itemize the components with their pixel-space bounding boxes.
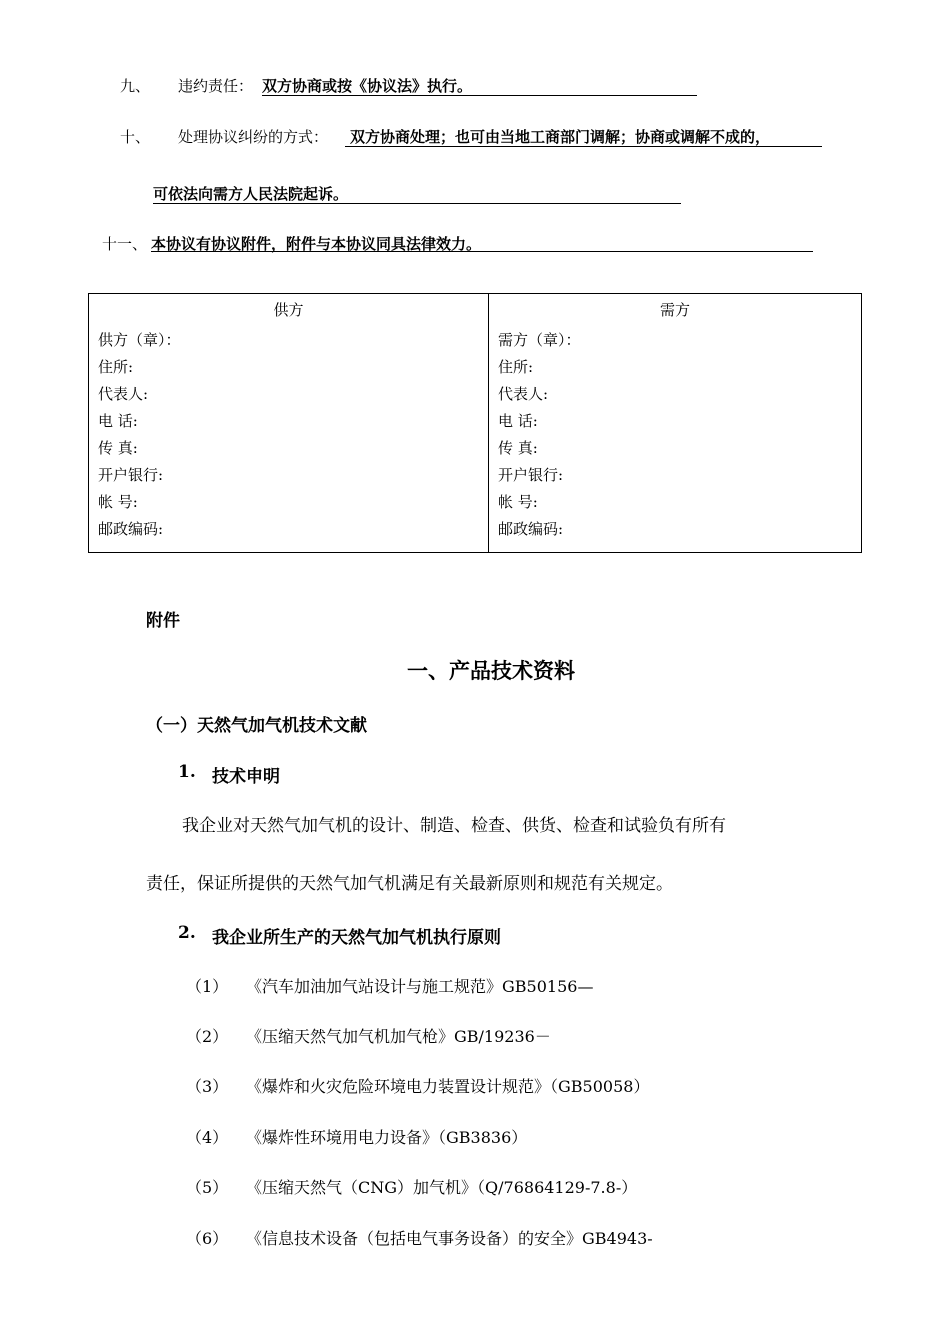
attachment-title: 一、产品技术资料 (407, 658, 575, 683)
supplier-postcode-field: 邮政编码: (98, 520, 164, 538)
clause-10-label: 处理协议纠纷的方式： (178, 128, 329, 146)
clause-9-underline (262, 95, 697, 96)
buyer-column (489, 294, 861, 552)
standard-1-number: （1） (186, 977, 229, 996)
item-1-number: 1. (178, 762, 196, 782)
clause-11-underline (151, 251, 813, 252)
supplier-account-field: 帐 号: (98, 493, 138, 511)
standard-4-text: 《爆炸性环境用电力设备》（GB3836） (246, 1128, 528, 1147)
clause-9-number: 九、 (120, 77, 151, 95)
item-2-heading: 我企业所生产的天然气加气机执行原则 (212, 928, 501, 948)
standard-4-number: （4） (186, 1128, 229, 1147)
buyer-fields (498, 327, 581, 543)
section-heading: （一）天然气加气机技术文献 (146, 716, 367, 736)
supplier-column (89, 294, 489, 552)
clause-10-underline-1 (345, 146, 822, 147)
supplier-fax-field: 传 真: (98, 439, 138, 457)
supplier-address-field: 住所: (98, 358, 134, 376)
buyer-address-field: 住所: (498, 358, 534, 376)
standard-1-text: 《汽车加油加气站设计与施工规范》GB50156— (246, 977, 594, 996)
clause-11-number: 十一、 (102, 235, 148, 253)
declaration-paragraph-line1: 我企业对天然气加气机的设计、制造、检查、供货、检查和试验负有所有 (182, 816, 726, 836)
buyer-representative-field: 代表人: (498, 385, 549, 403)
attachment-label: 附件 (146, 611, 180, 631)
standard-3-number: （3） (186, 1077, 229, 1096)
standard-2-number: （2） (186, 1027, 229, 1046)
supplier-bank-field: 开户银行: (98, 466, 164, 484)
buyer-seal-field: 需方（章）： (498, 331, 581, 349)
item-2-number: 2. (178, 923, 196, 943)
buyer-fax-field: 传 真: (498, 439, 538, 457)
clause-11-value: 本协议有协议附件，附件与本协议同具法律效力。 (151, 235, 482, 253)
supplier-seal-field: 供方（章）： (98, 331, 181, 349)
standard-2-text: 《压缩天然气加气机加气枪》GB/19236－ (246, 1027, 551, 1046)
supplier-phone-field: 电 话: (98, 412, 138, 430)
buyer-phone-field: 电 话: (498, 412, 538, 430)
clause-10-number: 十、 (120, 128, 151, 146)
supplier-fields (98, 327, 181, 543)
standard-3-text: 《爆炸和火灾危险环境电力装置设计规范》（GB50058） (246, 1077, 650, 1096)
standard-6-text: 《信息技术设备（包括电气事务设备）的安全》GB4943- (246, 1229, 653, 1248)
supplier-representative-field: 代表人: (98, 385, 149, 403)
standard-5-text: 《压缩天然气（CNG）加气机》（Q/76864129-7.8-） (246, 1178, 638, 1197)
clause-9-label: 违约责任： (178, 77, 254, 95)
item-1-heading: 技术申明 (212, 767, 280, 787)
buyer-postcode-field: 邮政编码: (498, 520, 564, 538)
supplier-header: 供方 (273, 301, 304, 319)
buyer-bank-field: 开户银行: (498, 466, 564, 484)
standard-5-number: （5） (186, 1178, 229, 1197)
standard-6-number: （6） (186, 1229, 229, 1248)
declaration-paragraph-line2: 责任，保证所提供的天然气加气机满足有关最新原则和规范有关规定。 (146, 874, 673, 894)
buyer-header: 需方 (659, 301, 690, 319)
buyer-account-field: 帐 号: (498, 493, 538, 511)
clause-9-value: 双方协商或按《协议法》执行。 (262, 77, 473, 95)
clause-10-value-line2: 可依法向需方人民法院起诉。 (153, 185, 349, 203)
clause-10-value-line1: 双方协商处理；也可由当地工商部门调解；协商或调解不成的， (350, 128, 771, 146)
clause-10-underline-2 (153, 203, 681, 204)
signature-table (88, 293, 862, 553)
